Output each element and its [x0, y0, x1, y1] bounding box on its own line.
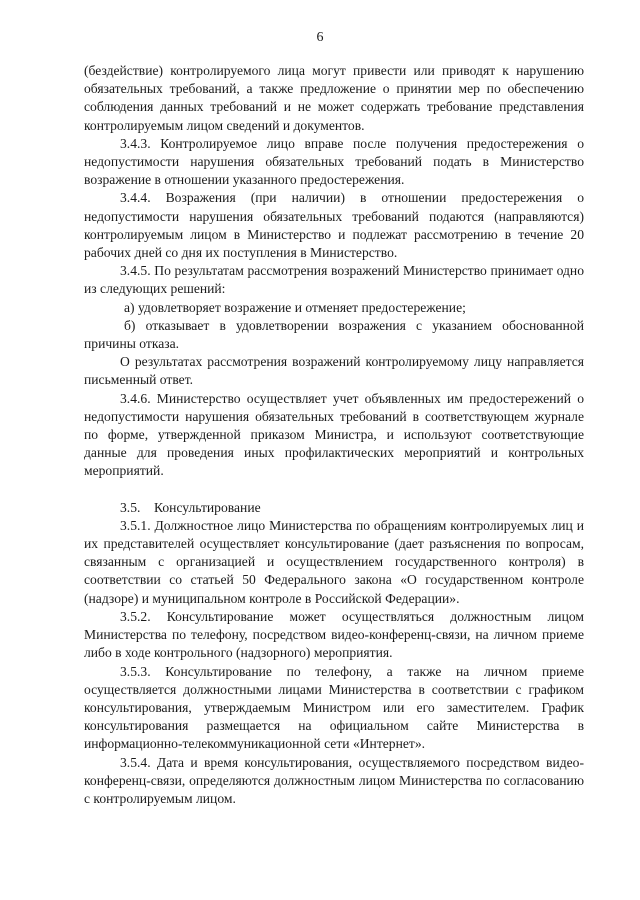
paragraph-3-5-1: 3.5.1. Должностное лицо Министерства по обращениям контролируемых лиц и их представителей осуществляет консультирование (дает разъяснения по вопросам, связанным с организацией и осуществлением государственного контроля) в соответствии со статьей 50 Федерального закона «О государственном контроле (надзоре) и муниципальном контроле в Российской Федерации».	[84, 517, 584, 606]
paragraph-3-4-3: 3.4.3. Контролируемое лицо вправе после получения предостережения о недопустимости нарушения обязательных требований подать в Министерство возражение в отношении указанного предостережения.	[84, 135, 584, 188]
list-item-b: б) отказывает в удовлетворении возражения с указанием обоснованной причины отказа.	[84, 317, 584, 352]
paragraph-3-4-5: 3.4.5. По результатам рассмотрения возражений Министерство принимает одно из следующих решений:	[84, 263, 584, 297]
paragraph-result-notice: О результатах рассмотрения возражений контролируемому лицу направляется письменный ответ.	[84, 354, 584, 388]
paragraph-3-5-4: 3.5.4. Дата и время консультирования, осуществляемого посредством видео-конференц-связи, определяются должностным лицом Министерства по согласованию с контролируемым лицом.	[84, 754, 584, 806]
paragraph-3-5-2: 3.5.2. Консультирование может осуществляться должностным лицом Министерства по телефону, посредством видео-конференц-связи, на личном приеме либо в ходе контрольного (надзорного) мероприятия.	[84, 608, 584, 661]
paragraph-3-5-3: 3.5.3. Консультирование по телефону, а также на личном приеме осуществляется должностными лицами Министерства в соответствии с графиком консультирования, утверждаемым Министром или его заместителем. График консультирования размещается на официальном сайте Министерства в информационно-телекоммуникационной сети «Интернет».	[84, 663, 584, 752]
paragraph-continuation: (бездействие) контролируемого лица могут привести или приводят к нарушению обязательных требований, а также предложение о принятии мер по обеспечению соблюдения данных требований и не может содержать требование представления контролируемым лицом сведений и документов.	[84, 63, 584, 133]
document-body	[84, 62, 584, 808]
paragraph-3-4-4: 3.4.4. Возражения (при наличии) в отношении предостережения о недопустимости нарушения обязательных требований подаются (направляются) контролируемым лицом в Министерство и подлежат рассмотрению в течение 20 рабочих дней со дня их поступления в Министерство.	[84, 190, 584, 261]
paragraph-3-4-6: 3.4.6. Министерство осуществляет учет объявленных им предостережений о недопустимости нарушения обязательных требований в соответствующем журнале по форме, утвержденной приказом Министра, и используют соответствующие данные для проведения иных профилактических мероприятий и контрольных мероприятий.	[84, 390, 584, 479]
list-item-a: а) удовлетворяет возражение и отменяет предостережение;	[124, 299, 466, 315]
section-heading-3-5: 3.5. Консультирование	[120, 499, 261, 515]
page-number: 6	[316, 30, 324, 45]
